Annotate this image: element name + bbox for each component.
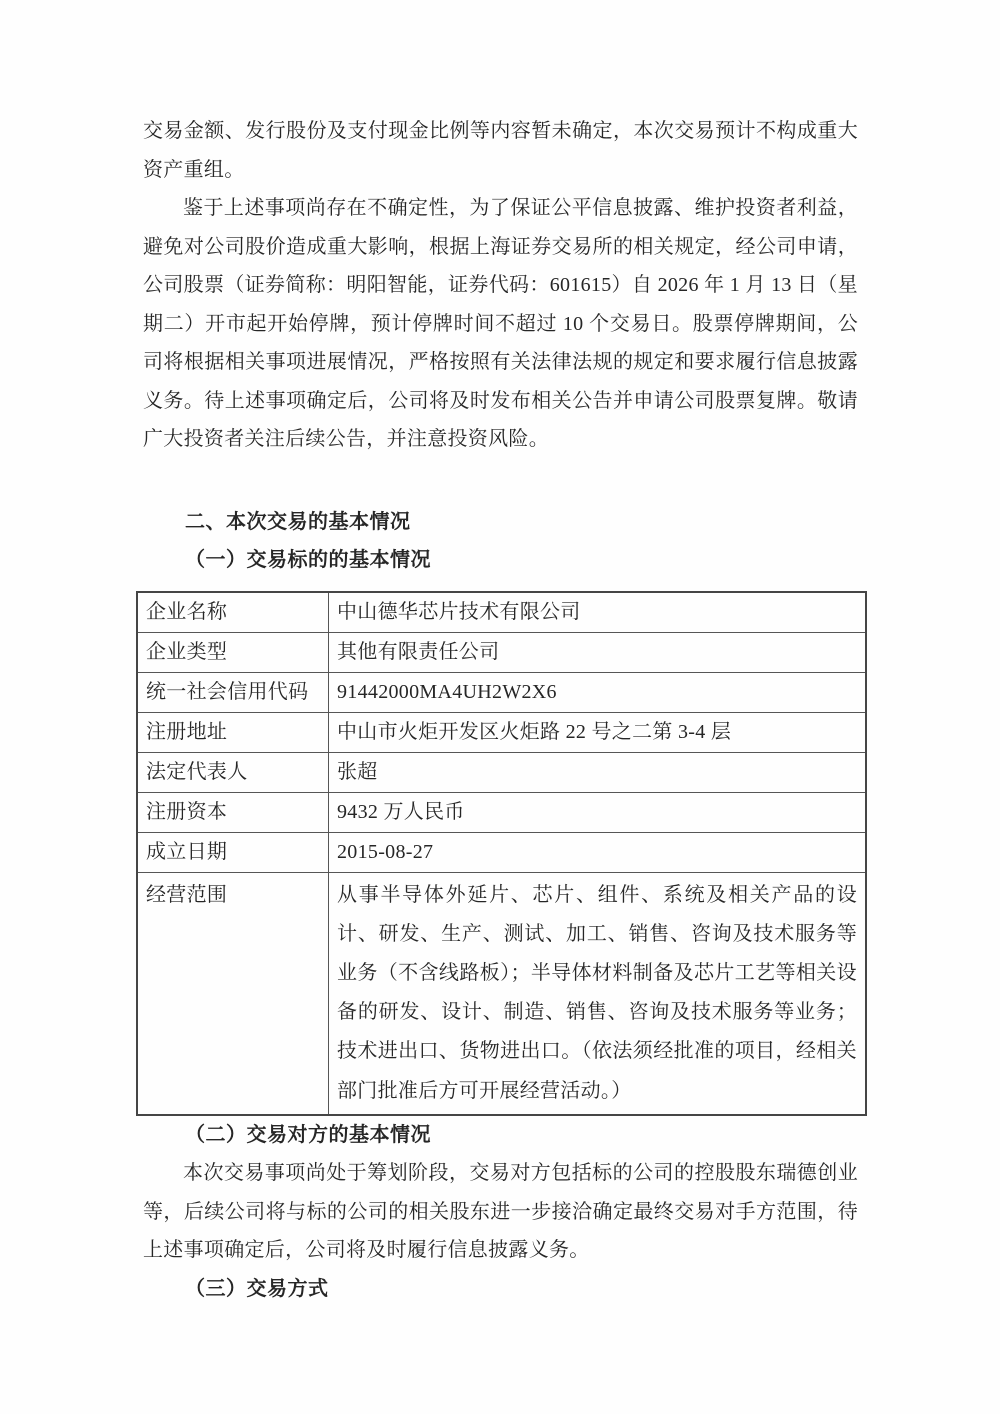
row-label: 法定代表人 [137, 752, 329, 792]
table-row-registered-address [137, 712, 866, 752]
paragraph-continuation: 交易金额、发行股份及支付现金比例等内容暂未确定，本次交易预计不构成重大资产重组。 [143, 120, 858, 181]
row-label: 注册地址 [137, 712, 329, 752]
table-row-establishment-date [137, 832, 866, 872]
table-row-company-type [137, 632, 866, 672]
table-row-business-scope [137, 872, 866, 1115]
row-value: 张超 [329, 752, 867, 792]
section-heading-transaction-method: （三）交易方式 [185, 1277, 329, 1300]
row-label: 统一社会信用代码 [137, 672, 329, 712]
table-row-credit-code [137, 672, 866, 712]
row-label: 成立日期 [137, 832, 329, 872]
row-label: 企业名称 [137, 592, 329, 633]
table-row-legal-representative [137, 752, 866, 792]
row-value: 2015-08-27 [329, 832, 867, 872]
row-label: 企业类型 [137, 632, 329, 672]
row-label: 注册资本 [137, 792, 329, 832]
row-value: 其他有限责任公司 [329, 632, 867, 672]
paragraph-suspension-notice: 鉴于上述事项尚存在不确定性，为了保证公平信息披露、维护投资者利益，避免对公司股价造成重大影响，根据上海证券交易所的相关规定，经公司申请，公司股票（证券简称：明阳智能，证券代码：601615）自 2026 年 1 月 13 日（星期二）开市起开始停牌，预计停牌时间不超过 10 个交易日。股票停牌期间，公司将根据相关事项进展情况，严格按照有关法律法规的规定和要求履行信息披露义务。待上述事项确定后，公司将及时发布相关公告并申请公司股票复牌。敬请广大投资者关注后续公告，并注意投资风险。 [143, 197, 858, 450]
target-company-table [136, 591, 867, 1116]
row-value: 9432 万人民币 [329, 792, 867, 832]
row-value: 中山德华芯片技术有限公司 [329, 592, 867, 633]
section-heading-target-basics: （一）交易标的的基本情况 [185, 549, 431, 571]
paragraph-counterparty: 本次交易事项尚处于筹划阶段，交易对方包括标的公司的控股股东瑞德创业等，后续公司将与标的公司的相关股东进一步接洽确定最终交易对手方范围，待上述事项确定后，公司将及时履行信息披露义务。 [143, 1162, 858, 1262]
row-label: 经营范围 [137, 872, 329, 1115]
section-heading-transaction-basics: 二、本次交易的基本情况 [185, 510, 411, 533]
section-heading-counterparty-basics: （二）交易对方的基本情况 [185, 1123, 431, 1146]
row-value: 中山市火炬开发区火炬路 22 号之二第 3-4 层 [329, 712, 867, 752]
row-value: 从事半导体外延片、芯片、组件、系统及相关产品的设计、研发、生产、测试、加工、销售、咨询及技术服务等业务（不含线路板）；半导体材料制备及芯片工艺等相关设备的研发、设计、制造、销售、咨询及技术服务等业务；技术进出口、货物进出口。（依法须经批准的项目，经相关部门批准后方可开展经营活动。） [329, 872, 867, 1115]
row-value: 91442000MA4UH2W2X6 [329, 672, 867, 712]
table-row-registered-capital [137, 792, 866, 832]
table-row-company-name [137, 592, 866, 633]
